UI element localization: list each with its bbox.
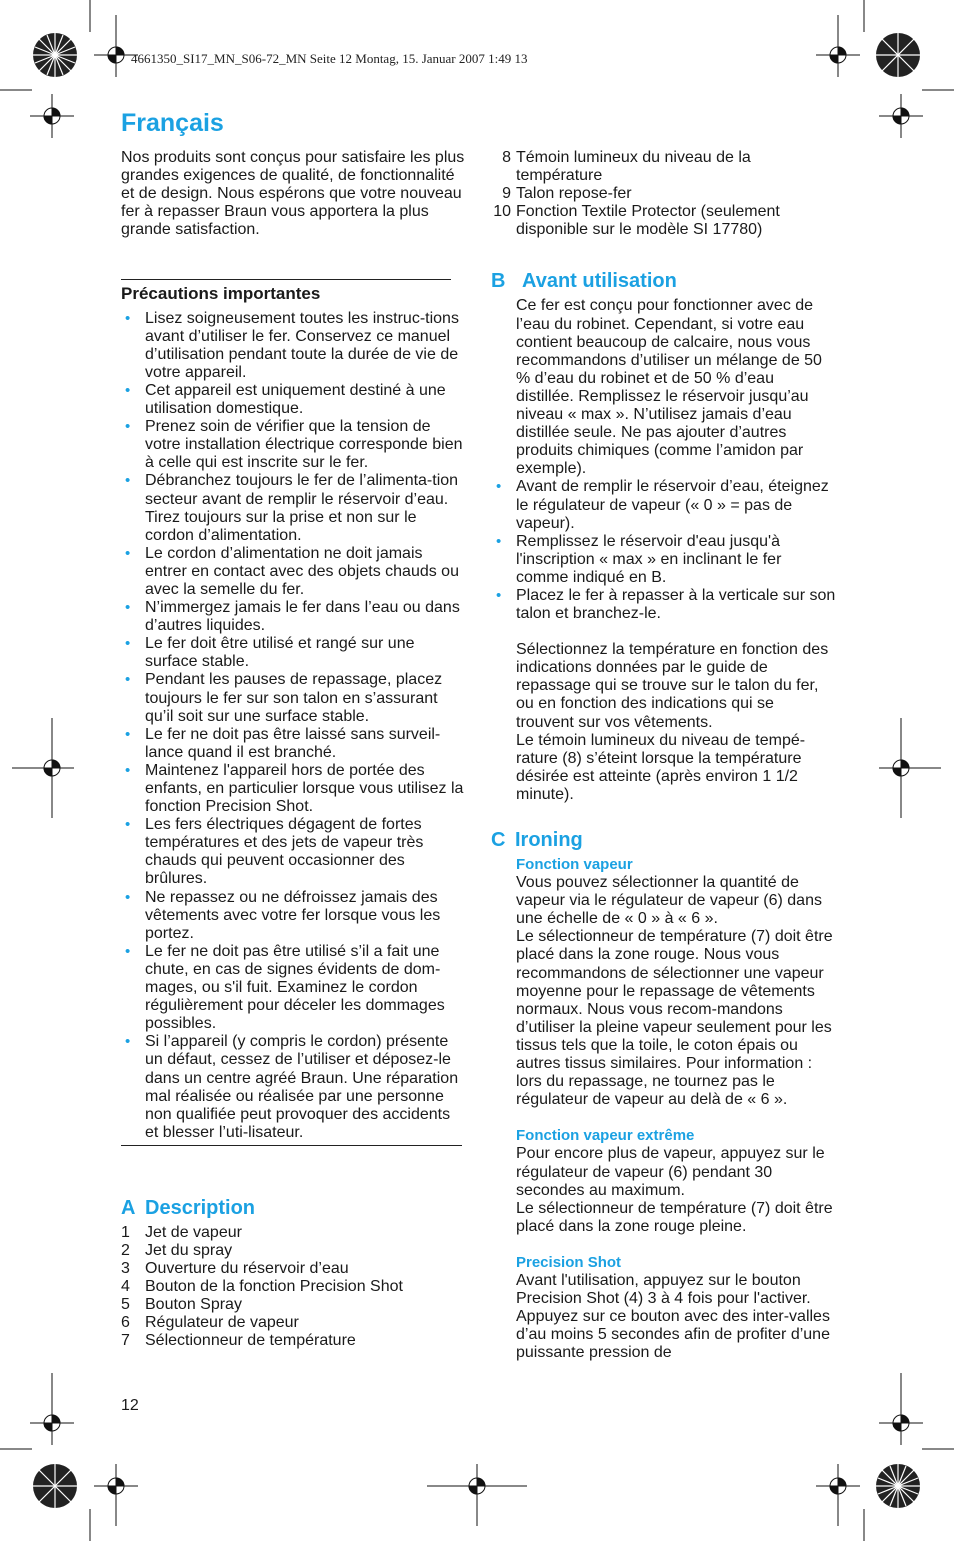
list-item: 10 Fonction Textile Protector (seulement disponible sur le modèle SI 17780) xyxy=(493,203,780,239)
list-item: • N’immergez jamais le fer dans l’eau ou dans d’autres liquides. xyxy=(125,599,460,635)
extreme-text-2: Le sélectionneur de température (7) doit être placé dans la zone rouge pleine. xyxy=(516,1199,833,1235)
indicator-paragraph: Le témoin lumineux du niveau de tempé-rature (8) s’éteint lorsque la température désirée est atteinte (après environ 1 1/2 minute). xyxy=(516,731,806,803)
section-letter: A xyxy=(121,1196,136,1219)
bullet-icon: • xyxy=(125,1033,131,1051)
bullet-icon: • xyxy=(496,586,502,604)
precision-text: Avant l'utilisation, appuyez sur le bouton Precision Shot (4) 3 à 4 fois pour l'activer. Appuyez sur ce bouton avec des inter-valles d’au moins 5 secondes afin de profiter d’une puissante pression de xyxy=(516,1271,830,1362)
page-number: 12 xyxy=(121,1397,139,1414)
section-c-title: C Ironing xyxy=(491,829,583,851)
list-item: • Le fer ne doit pas être utilisé s’il a fait une chute, en cas de signes évidents de dom-mages, ou s'il fuit. Examinez le cordon régulièrement pour déceler les dommages possibles. xyxy=(125,942,445,1033)
list-item: 1 Jet de vapeur xyxy=(121,1223,242,1241)
list-item: • Placez le fer à repasser à la verticale sur son talon et branchez-le. xyxy=(496,586,836,623)
divider-bottom xyxy=(121,1145,462,1146)
steam-text: Vous pouvez sélectionner la quantité de vapeur via le régulateur de vapeur (6) dans une échelle de « 0 » à « 6 ». xyxy=(516,874,822,928)
section-a-title: A Description xyxy=(121,1196,256,1219)
list-item: 3 Ouverture du réservoir d’eau xyxy=(121,1260,349,1278)
bullet-icon: • xyxy=(125,725,131,743)
list-item: • Si l’appareil (y compris le cordon) présente un défaut, cessez de l’utiliser et déposez-le dans un centre agréé Braun. Une réparation mal réalisée ou réalisée par une personne non qualifiée peut provoquer des accidents et blesser l’uti-lisateur. xyxy=(125,1033,459,1141)
page-title: Français xyxy=(121,109,224,137)
list-item: • Prenez soin de vérifier que la tension de votre installation électrique corresponde bien à celle qui est inscrite sur le fer. xyxy=(125,418,463,472)
before-use-list xyxy=(492,478,836,623)
list-item: • Cet appareil est uniquement destiné à une utilisation domestique. xyxy=(125,381,446,418)
list-item: 9 Talon repose-fer xyxy=(502,185,632,203)
print-slug: 4661350_SI17_MN_S06-72_MN Seite 12 Montag, 15. Januar 2007 1:49 13 xyxy=(131,51,528,66)
precautions-list xyxy=(121,310,466,1142)
list-item: 4 Bouton de la fonction Precision Shot xyxy=(121,1278,403,1296)
list-item: 6 Régulateur de vapeur xyxy=(121,1314,299,1332)
list-item: 8 Témoin lumineux du niveau de la température xyxy=(502,149,751,185)
bullet-icon: • xyxy=(125,381,131,399)
bullet-icon: • xyxy=(125,635,131,653)
bullet-icon: • xyxy=(125,816,131,834)
steam-heading: Fonction vapeur xyxy=(516,856,633,873)
list-item: • Le cordon d’alimentation ne doit jamais entrer en contact avec des objets chauds ou avec la semelle du fer. xyxy=(125,544,459,598)
description-list xyxy=(121,1224,466,1351)
list-item: 7 Sélectionneur de température xyxy=(121,1332,356,1350)
section-letter: B xyxy=(491,270,506,293)
right-column xyxy=(491,149,836,1362)
list-item: • Le fer doit être utilisé et rangé sur une surface stable. xyxy=(125,635,415,671)
list-item: • Lisez soigneusement toutes les instruc-tions avant d’utiliser le fer. Conservez ce manuel d’utilisation pendant toute la durée de vie de votre appareil. xyxy=(125,309,459,381)
list-item: 5 Bouton Spray xyxy=(121,1296,242,1314)
list-item: • Le fer ne doit pas être laissé sans surveil-lance quand il est branché. xyxy=(125,725,441,761)
temperature-paragraph: Sélectionnez la température en fonction des indications données par le guide de repassage qui se trouve sur le talon du fer, ou en fonction des indications qui se trouvent sur vos vêtements. xyxy=(516,641,829,731)
extreme-text: Pour encore plus de vapeur, appuyez sur le régulateur de vapeur (6) pendant 30 secondes au maximum. xyxy=(516,1145,825,1199)
precautions-heading: Précautions importantes xyxy=(121,284,321,304)
section-b-title: B Avant utilisation xyxy=(491,270,677,293)
list-item: • Ne repassez ou ne défroissez jamais des vêtements avec votre fer lorsque vous les portez. xyxy=(125,888,441,942)
before-use-intro: Ce fer est conçu pour fonctionner avec de l’eau du robinet. Cependant, si votre eau contient beaucoup de calcaire, nous vous recommandons d’utiliser un mélange de 50 % d’eau du robinet et de 50 % d’eau distillée. Remplissez le réservoir jusqu’au niveau « max ». N’utilisez jamais d’eau distillée seule. Ne pas ajouter d’autres produits chimiques (comme l’amidon par exemple). xyxy=(516,297,822,478)
bullet-icon: • xyxy=(125,942,131,960)
list-item: • Remplissez le réservoir d'eau jusqu'à l'inscription « max » en inclinant le fer comme indiqué en B. xyxy=(496,532,782,586)
description-list-continued xyxy=(491,149,836,239)
bullet-icon: • xyxy=(125,671,131,689)
list-item: • Pendant les pauses de repassage, placez toujours le fer sur son talon en s’assurant qu’il soit sur une surface stable. xyxy=(125,671,443,725)
list-item: • Maintenez l'appareil hors de portée des enfants, en particulier lorsque vous utilisez la fonction Precision Shot. xyxy=(125,761,464,816)
bullet-icon: • xyxy=(125,544,131,562)
intro-paragraph: Nos produits sont conçus pour satisfaire les plus grandes exigences de qualité, de fonctionnalité et de design. Nous espérons que votre nouveau fer à repasser Braun vous apportera la plus grande satisfaction. xyxy=(121,149,465,239)
bullet-icon: • xyxy=(125,761,131,779)
bullet-icon: • xyxy=(125,599,131,617)
bullet-icon: • xyxy=(125,888,131,906)
bullet-icon: • xyxy=(496,478,502,496)
left-column xyxy=(121,149,466,1351)
steam-text-2: Le sélectionneur de température (7) doit être placé dans la zone rouge. Nous vous recommandons de sélectionner une vapeur moyenne pour le repassage de vêtements normaux. Nous vous recom-mandons d’utiliser la pleine vapeur seulement pour les tissus tels que la toile, le coton épais ou autres tissus similaires. Pour information : lors du repassage, ne tournez pas le régulateur de vapeur au delà de « 6 ». xyxy=(516,928,833,1109)
list-item: 2 Jet du spray xyxy=(121,1241,233,1259)
section-letter: C xyxy=(491,829,506,851)
extreme-heading: Fonction vapeur extrême xyxy=(516,1127,695,1145)
list-item: • Débranchez toujours le fer de l’alimenta-tion secteur avant de remplir le réservoir d’eau. Tirez toujours sur la prise et non sur le cordon d’alimentation. xyxy=(125,472,459,544)
bullet-icon: • xyxy=(125,418,131,436)
bullet-icon: • xyxy=(496,532,502,550)
list-item: • Les fers électriques dégagent de fortes températures et des jets de vapeur très chauds qui peuvent occasionner des brûlures. xyxy=(125,816,424,888)
bullet-icon: • xyxy=(125,472,131,490)
list-item: • Avant de remplir le réservoir d’eau, éteignez le régulateur de vapeur (« 0 » = pas de vapeur). xyxy=(496,478,829,532)
precision-heading: Precision Shot xyxy=(516,1253,622,1271)
divider-top xyxy=(121,279,451,280)
bullet-icon: • xyxy=(125,309,131,327)
